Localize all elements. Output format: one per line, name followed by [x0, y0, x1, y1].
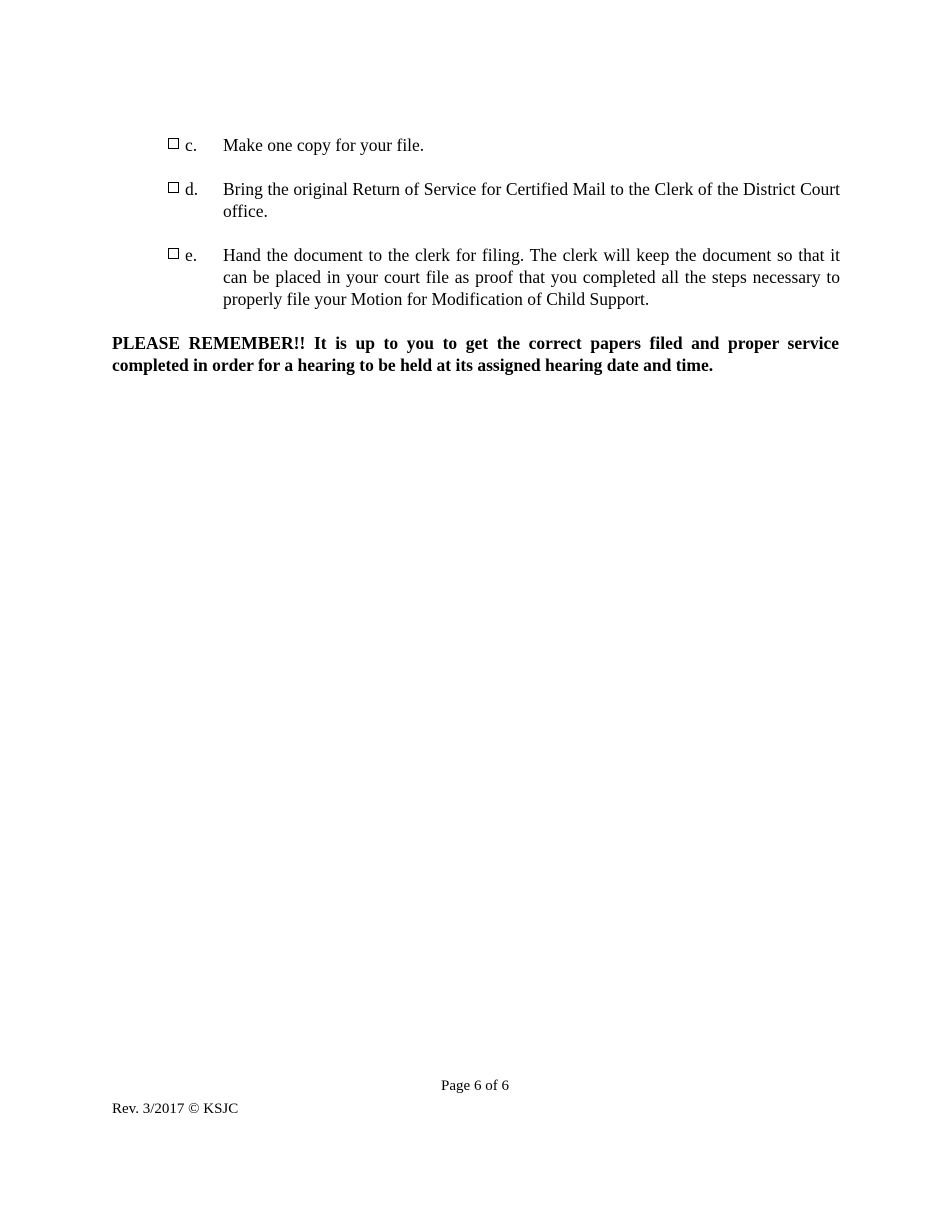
checkbox-icon[interactable]: [168, 182, 179, 193]
checklist-item-e: [168, 244, 840, 310]
item-text: Bring the original Return of Service for Certified Mail to the Clerk of the District Court office.: [223, 179, 840, 221]
page-number: Page 6 of 6: [441, 1078, 509, 1094]
revision-note: Rev. 3/2017 © KSJC: [112, 1101, 239, 1117]
checklist-marker: [168, 178, 223, 200]
checklist-item-d: [168, 178, 840, 222]
checkbox-icon[interactable]: [168, 248, 179, 259]
checklist: [168, 134, 840, 332]
checklist-marker: [168, 134, 223, 156]
checklist-marker: [168, 244, 223, 266]
item-letter: e.: [185, 245, 198, 265]
item-letter: c.: [185, 135, 198, 155]
item-text: Make one copy for your file.: [223, 135, 425, 155]
reminder-notice: PLEASE REMEMBER!! It is up to you to get the correct papers filed and proper service completed in order for a hearing to be held at its assigned hearing date and time.: [112, 333, 839, 375]
checkbox-icon[interactable]: [168, 138, 179, 149]
checklist-item-c: [168, 134, 840, 156]
item-text: Hand the document to the clerk for filing. The clerk will keep the document so that it can be placed in your court file as proof that you completed all the steps necessary to properly file your Motion for Modification of Child Support.: [223, 245, 840, 309]
item-letter: d.: [185, 179, 199, 199]
